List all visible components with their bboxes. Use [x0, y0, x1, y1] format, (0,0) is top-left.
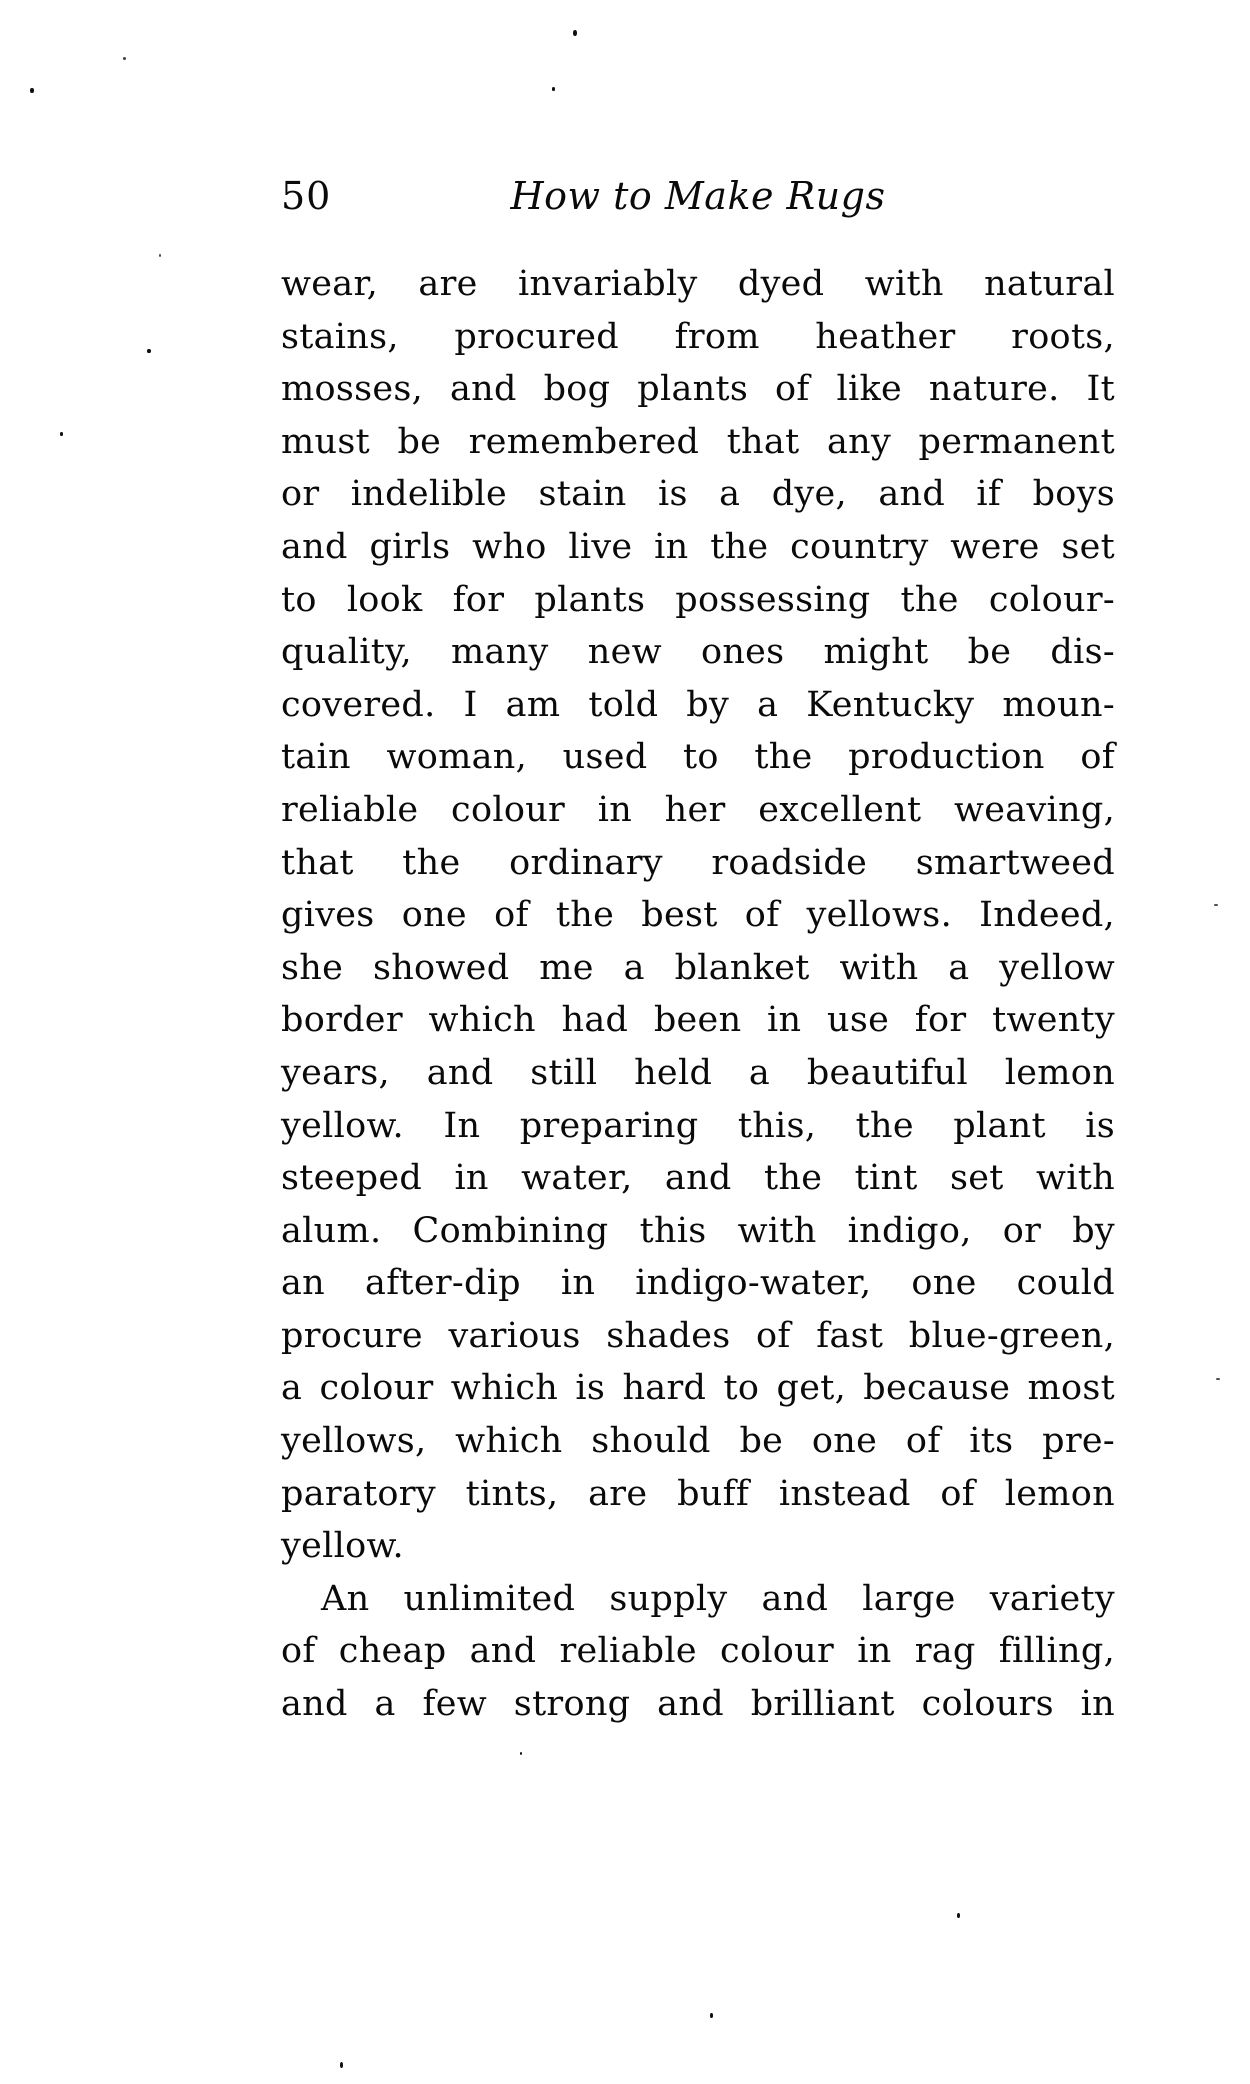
text-line: to look for plants possessing the colour-: [281, 579, 1115, 620]
running-head: [281, 172, 1115, 222]
text-line: alum. Combining this with indigo, or by: [281, 1210, 1115, 1251]
text-line: years, and still held a beautiful lemon: [281, 1052, 1115, 1093]
scan-speck: [520, 1752, 522, 1755]
text-line: covered. I am told by a Kentucky moun-: [281, 684, 1115, 725]
text-line: of cheap and reliable colour in rag filling,: [281, 1631, 1115, 1672]
body-text: [281, 258, 1115, 1731]
text-line: tain woman, used to the production of: [281, 737, 1115, 778]
scan-speck: [60, 432, 63, 436]
text-line: must be remembered that any permanent: [281, 421, 1115, 462]
text-line: procure various shades of fast blue-green,: [281, 1315, 1115, 1356]
scan-speck: [1216, 1378, 1220, 1380]
text-line: An unlimited supply and large variety: [321, 1578, 1115, 1619]
scan-speck: [159, 254, 161, 257]
page-number: 50: [281, 174, 332, 218]
text-line: paratory tints, are buff instead of lemon: [281, 1473, 1115, 1514]
text-line: or indelible stain is a dye, and if boys: [281, 474, 1115, 515]
text-line: quality, many new ones might be dis-: [281, 632, 1115, 673]
text-line: yellow.: [281, 1526, 404, 1567]
text-line: that the ordinary roadside smartweed: [281, 842, 1115, 883]
scan-speck: [340, 2062, 343, 2068]
text-line: stains, procured from heather roots,: [281, 316, 1115, 357]
scan-speck: [30, 88, 34, 93]
running-title: How to Make Rugs: [510, 174, 886, 218]
text-line: gives one of the best of yellows. Indeed,: [281, 895, 1115, 936]
text-line: border which had been in use for twenty: [281, 1000, 1115, 1041]
text-line: and a few strong and brilliant colours in: [281, 1684, 1115, 1725]
text-line: and girls who live in the country were set: [281, 526, 1115, 567]
text-line: an after-dip in indigo-water, one could: [281, 1263, 1115, 1304]
text-line: she showed me a blanket with a yellow: [281, 947, 1115, 988]
text-line: reliable colour in her excellent weaving,: [281, 789, 1115, 830]
text-line: yellow. In preparing this, the plant is: [281, 1105, 1115, 1146]
scan-speck: [552, 87, 555, 91]
scan-speck: [1214, 904, 1218, 906]
scan-speck: [147, 349, 151, 353]
text-line: wear, are invariably dyed with natural: [281, 264, 1115, 304]
scan-speck: [957, 1913, 960, 1918]
scan-speck: [573, 30, 577, 36]
text-line: steeped in water, and the tint set with: [281, 1158, 1115, 1199]
text-line: yellows, which should be one of its pre-: [281, 1421, 1115, 1462]
text-line: a colour which is hard to get, because most: [281, 1368, 1115, 1409]
scan-speck: [123, 57, 126, 60]
text-line: mosses, and bog plants of like nature. It: [281, 369, 1115, 410]
scan-speck: [710, 2013, 713, 2018]
